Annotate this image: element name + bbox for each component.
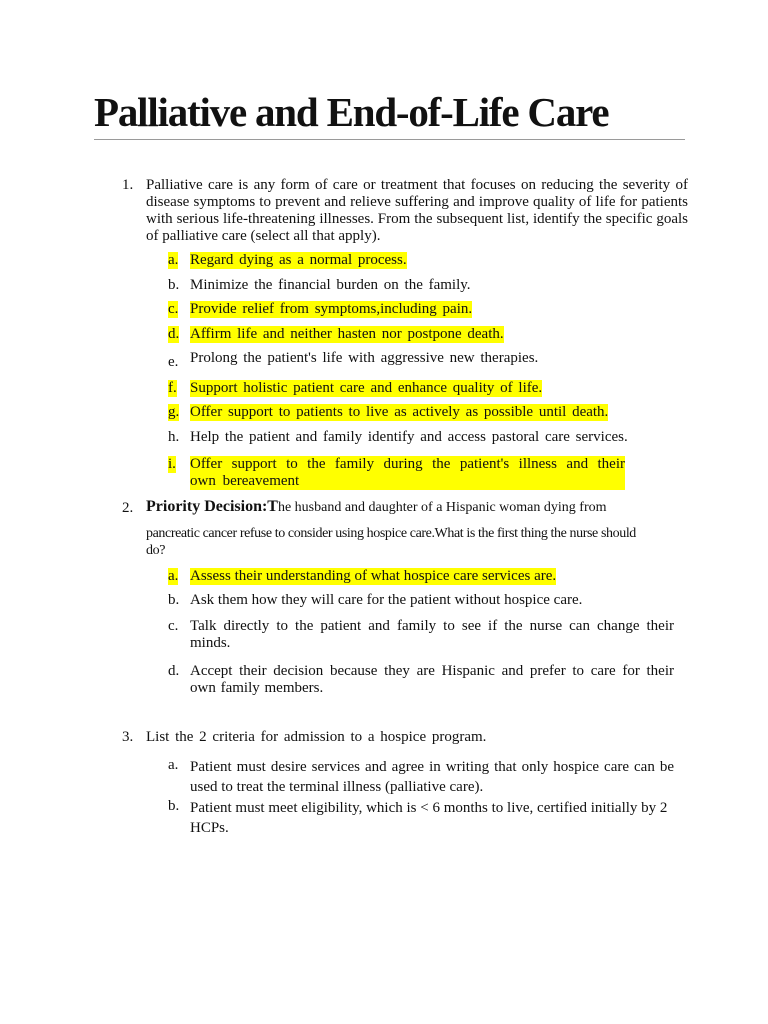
option-text: Minimize the financial burden on the family. xyxy=(190,277,471,293)
option-letter: f. xyxy=(168,380,177,396)
option-text: Talk directly to the patient and family to see if the nurse can change their minds. xyxy=(190,618,674,651)
option-text: Accept their decision because they are Hispanic and prefer to care for their own family members. xyxy=(190,663,674,696)
option-letter: a. xyxy=(168,568,179,584)
option-letter: b. xyxy=(168,277,180,293)
question-text-line1 xyxy=(146,498,706,517)
option-letter: d. xyxy=(168,663,180,679)
option-text: Ask them how they will care for the patient without hospice care. xyxy=(190,592,583,608)
question-text-rest: pancreatic cancer refuse to consider using hospice care.What is the first thing the nurse should do? xyxy=(146,526,636,558)
option-letter: g. xyxy=(168,404,180,420)
option-letter: b. xyxy=(168,592,180,608)
question-text: he husband and daughter of a Hispanic woman dying from xyxy=(277,500,607,515)
option-text: Patient must meet eligibility, which is < 6 months to live, certified initially by 2 HCPs. xyxy=(190,800,668,836)
priority-first-char: T xyxy=(267,498,278,515)
priority-label: Priority Decision: xyxy=(146,498,268,515)
option-letter: c. xyxy=(168,301,179,317)
option-text: Offer support to patients to live as actively as possible until death. xyxy=(190,404,609,420)
option-letter: a. xyxy=(168,757,179,773)
option-text: Prolong the patient's life with aggressive new therapies. xyxy=(190,350,539,366)
option-text: Provide relief from symptoms,including pain. xyxy=(190,301,473,317)
option-text: Support holistic patient care and enhance quality of life. xyxy=(190,380,543,396)
option-letter: a. xyxy=(168,252,179,268)
option-text: Patient must desire services and agree in writing that only hospice care can be used to treat the terminal illness (palliative care). xyxy=(190,759,674,795)
option-text: Regard dying as a normal process. xyxy=(190,252,407,268)
question-number: 3. xyxy=(122,729,134,745)
option-letter: i. xyxy=(168,456,176,472)
question-number: 1. xyxy=(122,177,134,193)
option-text: Assess their understanding of what hospice care services are. xyxy=(190,568,557,584)
option-text: Offer support to the family during the patient's illness and their own bereavement xyxy=(190,456,625,489)
option-letter: d. xyxy=(168,326,180,342)
title-divider xyxy=(94,139,685,140)
option-letter: b. xyxy=(168,798,180,814)
option-letter: h. xyxy=(168,429,180,445)
option-text: Affirm life and neither hasten nor postpone death. xyxy=(190,326,504,342)
option-letter: c. xyxy=(168,618,179,634)
question-number: 2. xyxy=(122,500,134,516)
page-title: Palliative and End-of-Life Care xyxy=(94,89,609,135)
option-letter: e. xyxy=(168,354,179,370)
question-text: List the 2 criteria for admission to a hospice program. xyxy=(146,729,487,745)
question-text: Palliative care is any form of care or treatment that focuses on reducing the severity of disease symptoms to prevent and relieve suffering and improve quality of life for patients with serious life-threatening illnesses. From the subsequent list, identify the specific goals of palliative care (select all that apply). xyxy=(146,177,688,244)
option-text: Help the patient and family identify and access pastoral care services. xyxy=(190,429,628,445)
